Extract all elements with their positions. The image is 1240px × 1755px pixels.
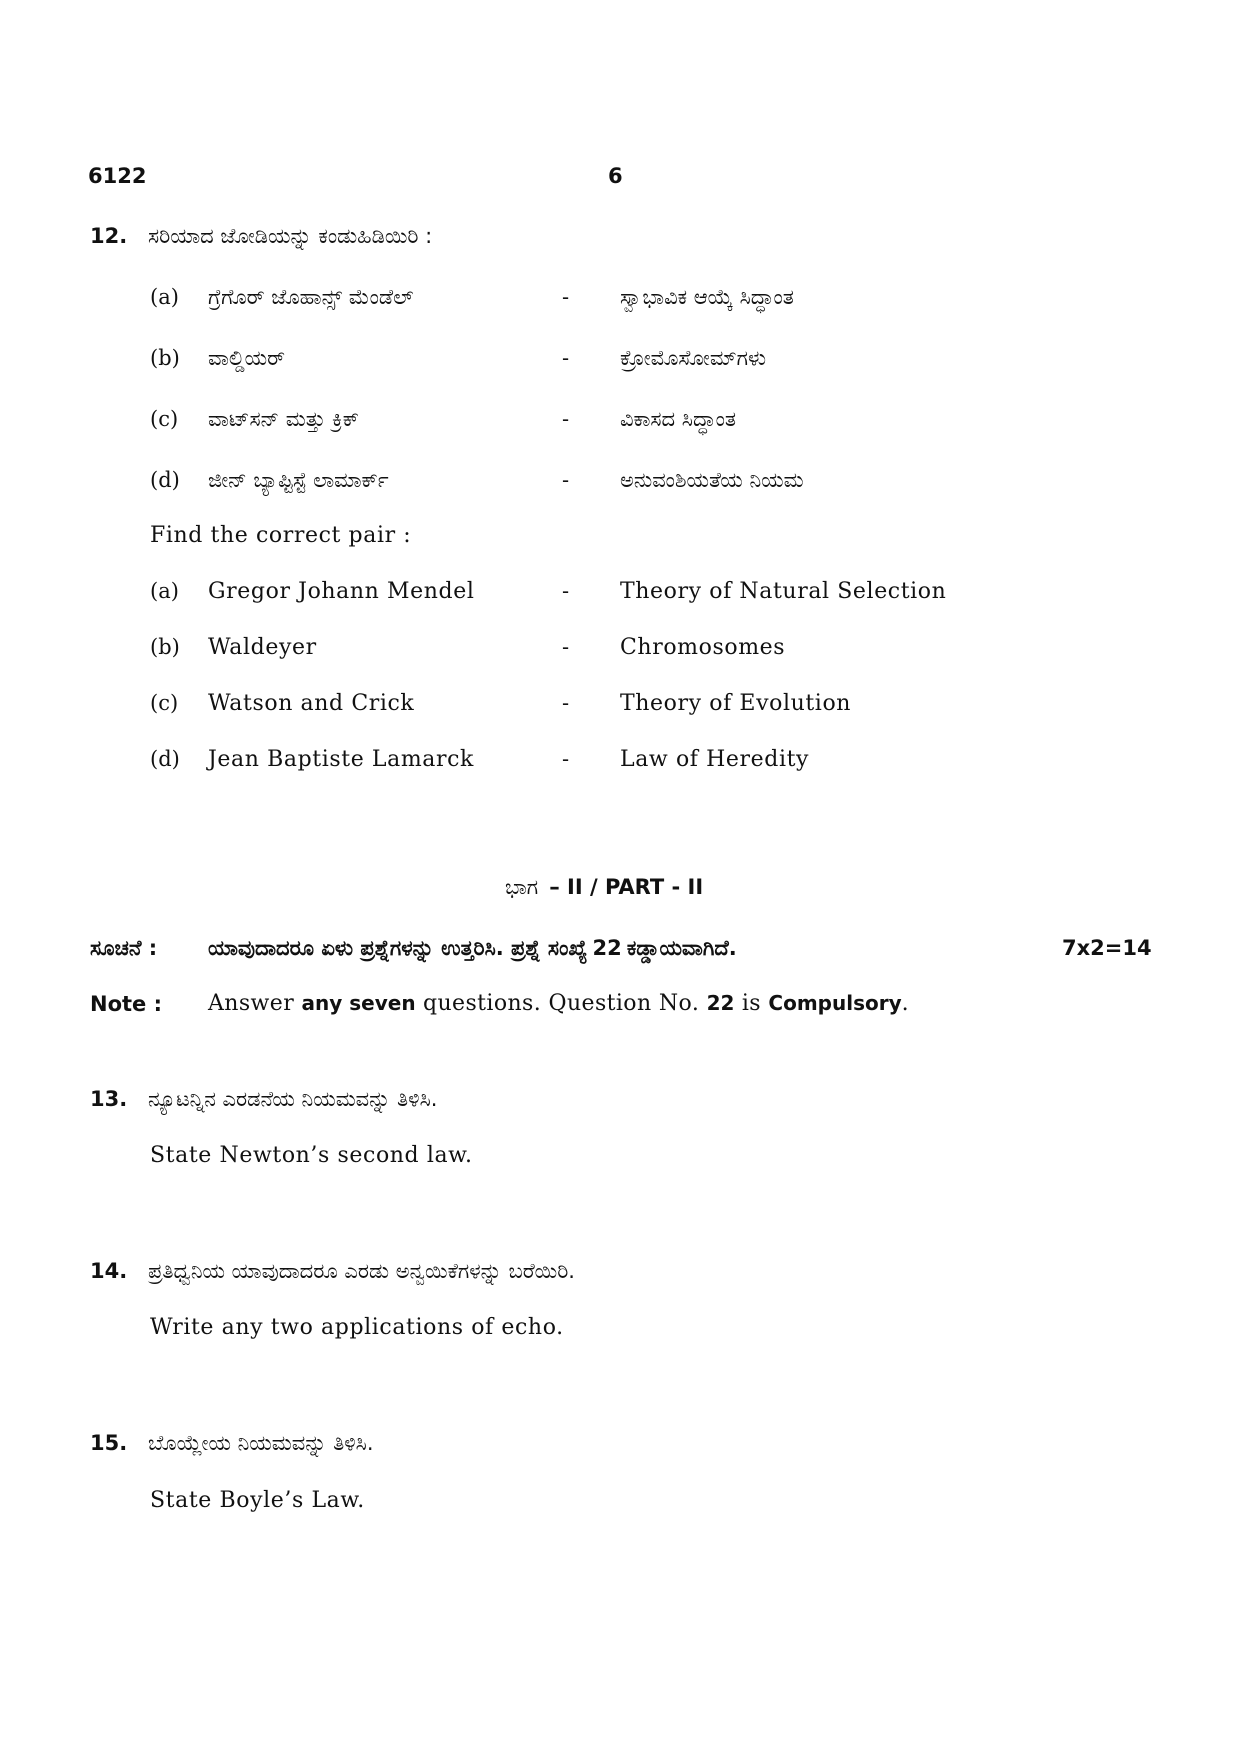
pair-left: ವಾಲ್ಡಿಯರ್: [208, 346, 286, 370]
pair-right: ಕ್ರೋಮೊಸೋಮ್‌ಗಳು: [620, 346, 767, 370]
note-text-part: Answer: [208, 991, 295, 1016]
suchane-text-part: ಯಾವುದಾದರೂ ಏಳು ಪ್ರಶ್ನೆಗಳನ್ನು ಉತ್ತರಿಸಿ. ಪ್ರಶ್ನೆ ಸಂಖ್ಯೆ: [208, 936, 588, 960]
option-label: (d): [150, 747, 180, 771]
pair-dash: -: [562, 579, 570, 603]
pair-right: ವಿಕಾಸದ ಸಿದ್ಧಾಂತ: [620, 407, 737, 431]
part-heading: [505, 875, 703, 900]
suchane-number: 22: [592, 936, 622, 960]
part-heading-kannada: ಭಾಗ: [505, 875, 539, 899]
option-label: (c): [150, 407, 179, 431]
question-english-text: Write any two applications of echo.: [150, 1315, 564, 1340]
question-number: 13.: [90, 1087, 128, 1111]
note-emphasis: Compulsory: [768, 991, 902, 1015]
pair-right: ಅನುವಂಶಿಯತೆಯ ನಿಯಮ: [620, 468, 804, 492]
pair-dash: -: [562, 346, 570, 370]
question-number: 15.: [90, 1431, 128, 1455]
paper-code: 6122: [88, 164, 147, 188]
pair-dash: -: [562, 691, 570, 715]
question-kannada-text: ಪ್ರತಿಧ್ವನಿಯ ಯಾವುದಾದರೂ ಎರಡು ಅನ್ವಯಿಕೆಗಳನ್ನು ಬರೆಯಿರಿ.: [148, 1259, 575, 1283]
note-text-part: questions. Question No.: [422, 991, 700, 1016]
note-text-part: .: [901, 991, 910, 1016]
option-label: (b): [150, 635, 180, 659]
pair-right: Theory of Natural Selection: [620, 579, 947, 604]
part-heading-text: – II / PART - II: [549, 875, 704, 899]
pair-right: Law of Heredity: [620, 747, 810, 772]
suchane-text-part: ಕಡ್ಡಾಯವಾಗಿದೆ.: [626, 936, 737, 960]
pair-right: Chromosomes: [620, 635, 786, 660]
option-label: (a): [150, 285, 179, 309]
marks-scheme: 7x2=14: [1062, 936, 1152, 960]
note-emphasis: any seven: [301, 991, 416, 1015]
question-number: 12.: [90, 224, 128, 248]
question-english-text: State Boyle’s Law.: [150, 1488, 365, 1513]
pair-dash: -: [562, 468, 570, 492]
option-label: (c): [150, 691, 179, 715]
pair-dash: -: [562, 635, 570, 659]
note-label: Note :: [90, 992, 162, 1016]
note-emphasis: 22: [706, 991, 735, 1015]
pair-left: Waldeyer: [208, 635, 317, 660]
question-kannada-text: ನ್ಯೂಟನ್ನಿನ ಎರಡನೆಯ ನಿಯಮವನ್ನು ತಿಳಿಸಿ.: [148, 1087, 438, 1111]
question-number: 14.: [90, 1259, 128, 1283]
pair-left: ಗ್ರೆಗೊರ್ ಜೊಹಾನ್ಸ್ ಮೆಂಡೆಲ್: [208, 285, 414, 309]
suchane-label: ಸೂಚನೆ :: [90, 936, 158, 960]
question-english-text: State Newton’s second law.: [150, 1143, 473, 1168]
pair-left: Watson and Crick: [208, 691, 415, 716]
page-number: 6: [608, 164, 623, 188]
note-text: [208, 991, 909, 1016]
pair-left: Gregor Johann Mendel: [208, 579, 475, 604]
option-label: (a): [150, 579, 179, 603]
pair-right: ಸ್ವಾಭಾವಿಕ ಆಯ್ಕೆ ಸಿದ್ಧಾಂತ: [620, 285, 794, 309]
note-text-part: is: [741, 991, 762, 1016]
pair-right: Theory of Evolution: [620, 691, 852, 716]
question-english-text: Find the correct pair :: [150, 523, 412, 548]
pair-dash: -: [562, 407, 570, 431]
pair-left: Jean Baptiste Lamarck: [208, 747, 474, 772]
suchane-text: [208, 936, 737, 961]
option-label: (d): [150, 468, 180, 492]
pair-dash: -: [562, 747, 570, 771]
question-kannada-text: ಸರಿಯಾದ ಜೋಡಿಯನ್ನು ಕಂಡುಹಿಡಿಯಿರಿ :: [148, 224, 433, 248]
pair-left: ಜೀನ್ ಬ್ಯಾಪ್ಟಿಸ್ಟೆ ಲಾಮಾರ್ಕ್: [208, 468, 389, 492]
question-kannada-text: ಬೊಯ್ಲೇಯ ನಿಯಮವನ್ನು ತಿಳಿಸಿ.: [148, 1431, 374, 1455]
option-label: (b): [150, 346, 180, 370]
pair-dash: -: [562, 285, 570, 309]
pair-left: ವಾಟ್‌ಸನ್ ಮತ್ತು ಕ್ರಿಕ್: [208, 407, 359, 431]
